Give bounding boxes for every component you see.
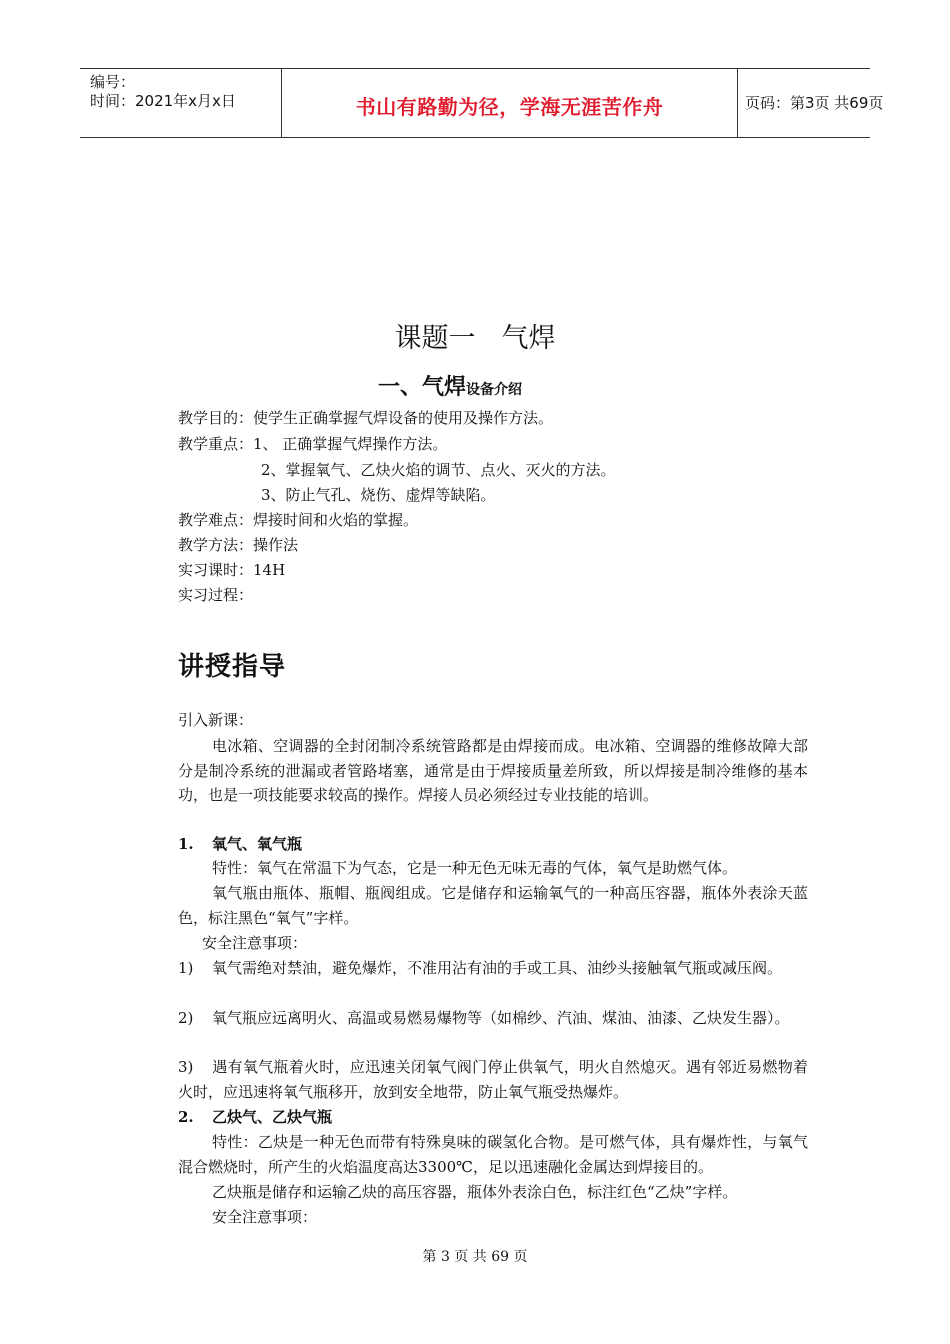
- document-title: [0, 316, 950, 355]
- section1-item-3: [178, 1055, 808, 1104]
- teaching-key-1: 教学重点：1、 正确掌握气焊操作方法。: [178, 435, 448, 453]
- section1-item-2: [178, 1006, 808, 1031]
- header-motto-cell: [281, 69, 738, 137]
- section1-safety-label: 安全注意事项：: [202, 934, 308, 952]
- teaching-key-2: 2、掌握氧气、乙炔火焰的调节、点火、灭火的方法。: [261, 461, 616, 479]
- item-number: 1): [178, 959, 194, 977]
- lecture-heading: 讲授指导: [178, 652, 287, 682]
- teaching-purpose: 教学目的：使学生正确掌握气焊设备的使用及操作方法。: [178, 409, 554, 427]
- section1-title: 氧气、氧气瓶: [212, 835, 303, 853]
- serial-label: 编号：: [90, 73, 136, 91]
- page-info: 页码：第3页 共69页: [745, 94, 884, 112]
- intro-paragraph: 电冰箱、空调器的全封闭制冷系统管路都是由焊接而成。电冰箱、空调器的维修故障大部分是制冷系统的泄漏或者管路堵塞，通常是由于焊接质量差所致，所以焊接是制冷维修的基本功，也是一项技能要求较高的操作。焊接人员必须经过专业技能的培训。: [178, 737, 808, 804]
- item-text: 遇有氧气瓶着火时，应迅速关闭氧气阀门停止供氧气，明火自然熄灭。遇有邻近易燃物着火时，应迅速将氧气瓶移开，放到安全地带，防止氧气瓶受热爆炸。: [178, 1058, 808, 1101]
- page-header: [80, 68, 884, 138]
- date-label: 时间：2021年x月x日: [90, 92, 236, 110]
- section1-number: 1.: [178, 835, 194, 853]
- section2-number: 2.: [178, 1108, 194, 1126]
- section1-heading: [178, 832, 808, 857]
- section1-cylinder: 氧气瓶由瓶体、瓶帽、瓶阀组成。它是储存和运输氧气的一种高压容器，瓶体外表涂天蓝色，标注黑色“氧气”字样。: [178, 884, 808, 927]
- section2-heading: [178, 1105, 808, 1130]
- item-number: 3): [178, 1058, 194, 1076]
- section-subtitle: [0, 370, 900, 401]
- section2-property: 特性：乙炔是一种无色而带有特殊臭味的碳氢化合物。是可燃气体，具有爆炸性，与氧气混合燃烧时，所产生的火焰温度高达3300℃，足以迅速融化金属达到焊接目的。: [178, 1133, 808, 1176]
- header-info-cell: [80, 69, 281, 137]
- item-text: 氧气瓶应远离明火、高温或易燃易爆物等（如棉纱、汽油、煤油、油漆、乙炔发生器）。: [212, 1009, 790, 1027]
- practice-hours: 实习课时：14H: [178, 561, 286, 579]
- teaching-key-3: 3、防止气孔、烧伤、虚焊等缺陷。: [261, 486, 496, 504]
- intro-label: 引入新课：: [178, 711, 254, 729]
- teaching-method: 教学方法：操作法: [178, 536, 299, 554]
- section2-title: 乙炔气、乙炔气瓶: [212, 1108, 333, 1126]
- section1-property: 特性：氧气在常温下为气态，它是一种无色无味无毒的气体，氧气是助燃气体。: [212, 859, 738, 877]
- item-number: 2): [178, 1009, 194, 1027]
- teaching-difficulty: 教学难点：焊接时间和火焰的掌握。: [178, 511, 419, 529]
- page-footer: 第 3 页 共 69 页: [422, 1249, 528, 1265]
- motto: 书山有路勤为径，学海无涯苦作舟: [355, 95, 664, 119]
- item-text: 氧气需绝对禁油，避免爆炸，不准用沾有油的手或工具、油纱头接触氧气瓶或减压阀。: [212, 959, 783, 977]
- practice-process: 实习过程：: [178, 586, 254, 604]
- section2-safety-label: 安全注意事项：: [212, 1208, 318, 1226]
- section2-cylinder: 乙炔瓶是储存和运输乙炔的高压容器，瓶体外表涂白色，标注红色“乙炔”字样。: [212, 1183, 738, 1201]
- header-page-cell: [737, 69, 884, 137]
- title-part-b: 气焊: [501, 323, 556, 354]
- subtitle-small: 设备介绍: [466, 382, 522, 398]
- title-part-a: 课题一: [394, 323, 476, 354]
- section1-item-1: [178, 956, 808, 981]
- subtitle-big: 一、气焊: [377, 375, 466, 400]
